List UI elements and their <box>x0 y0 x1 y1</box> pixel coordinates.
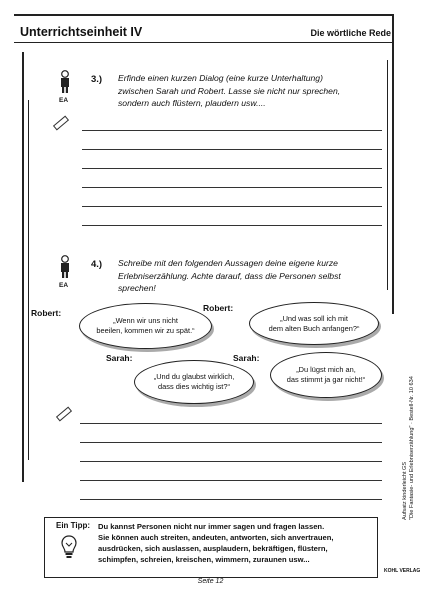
topic-title: Die wörtliche Rede <box>310 28 391 38</box>
task-instruction: Schreibe mit den folgenden Aussagen deine eigene kurze Erlebniserzählung. Achte darauf, dass die Personen selbst sprechen! <box>118 258 341 293</box>
unit-title: Unterrichtseinheit IV <box>20 25 143 39</box>
writing-line <box>80 461 382 462</box>
pencil-icon <box>56 407 72 422</box>
work-form-label: EA <box>59 97 69 104</box>
frame-top-line <box>14 14 394 16</box>
lightbulb-icon <box>60 534 78 560</box>
writing-line <box>80 499 382 500</box>
frame-left-line-inner <box>28 100 29 460</box>
writing-line <box>82 187 382 188</box>
writing-line <box>82 149 382 150</box>
speech-bubble: „Und du glaubst wirklich, dass dies wichtig ist?“ <box>134 360 254 404</box>
speech-bubble: „Wenn wir uns nicht beeilen, kommen wir zu spät.“ <box>79 303 212 349</box>
person-icon <box>58 255 72 279</box>
speaker-label: Robert: <box>203 303 234 313</box>
task-instruction: Erfinde einen kurzen Dialog (eine kurze Unterhaltung) zwischen Sarah und Robert. Lasse sie nicht nur sprechen, sondern auch flüstern, plaudern usw.... <box>118 73 341 108</box>
side-credit: Aufsatz kinderleicht GS "Die Fantasie- und Erlebniserzählung" · Bestell-Nr. 10 634 <box>402 376 415 520</box>
writing-line <box>82 168 382 169</box>
tip-text: Du kannst Personen nicht nur immer sagen und fragen lassen. Sie können auch streiten, andeuten, antworten, sich anvertrauen, ausdrücken, sich auslassen, ausplaudern, bekräftigen, flüstern, schimpfen, schreien, kreischen, wimmern, zuraunen usw... <box>98 522 334 564</box>
speaker-label: Sarah: <box>106 353 133 363</box>
work-form-label: EA <box>59 282 69 289</box>
task-number: 4.) <box>91 259 103 270</box>
writing-line <box>80 423 382 424</box>
frame-right-line-inner <box>387 60 388 290</box>
speaker-label: Robert: <box>31 308 62 318</box>
writing-line <box>82 225 382 226</box>
speech-bubble: „Und was soll ich mit dem alten Buch anfangen?“ <box>249 302 379 345</box>
speaker-label: Sarah: <box>233 353 260 363</box>
tip-label: Ein Tipp: <box>56 521 91 530</box>
frame-right-line <box>392 14 394 314</box>
writing-line <box>82 206 382 207</box>
person-icon <box>58 70 72 94</box>
writing-line <box>82 130 382 131</box>
pencil-icon <box>53 116 69 131</box>
frame-header-rule <box>14 42 394 43</box>
publisher-logo: KOHL VERLAG <box>384 568 421 574</box>
writing-line <box>80 442 382 443</box>
writing-line <box>80 480 382 481</box>
frame-left-line <box>22 52 24 482</box>
speech-bubble: „Du lügst mich an, das stimmt ja gar nicht!“ <box>270 352 382 398</box>
task-number: 3.) <box>91 74 103 85</box>
page-number: Seite 12 <box>197 578 224 585</box>
